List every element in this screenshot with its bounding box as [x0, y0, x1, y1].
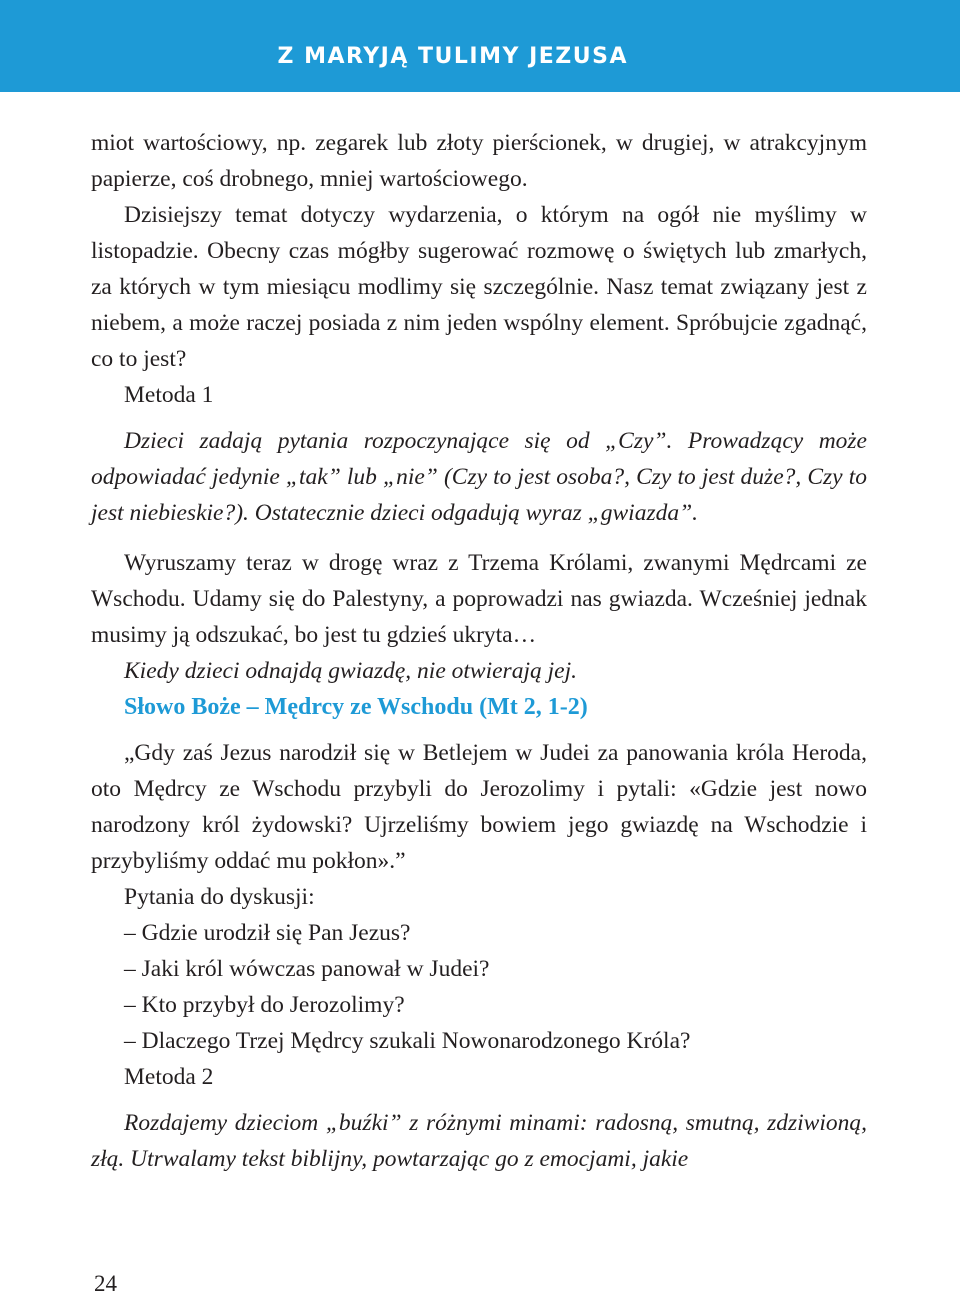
- header-title: Z MARYJĄ TULIMY JEZUSA: [277, 44, 628, 69]
- list-item: – Gdzie urodził się Pan Jezus?: [124, 920, 411, 946]
- questions-list: [91, 915, 867, 1059]
- page-body: [91, 125, 867, 1177]
- paragraph-topic-intro: Dzisiejszy temat dotyczy wydarzenia, o którym na ogół nie myślimy w listopadzie. Obecny czas mógłby sugerować rozmowę o świętych lub zmarłych, za których w tym miesiącu modlimy się szczególnie. Nasz temat związany jest z niebem, a może raczej posiada z nim jeden wspólny element. Spróbujcie zgadnąć, co to jest?: [91, 202, 867, 372]
- method-2-label: Metoda 2: [124, 1064, 214, 1090]
- scripture-quote: „Gdy zaś Jezus narodził się w Betlejem w Judei za panowania króla Heroda, oto Mędrcy ze Wschodu przybyli do Jerozolimy i pytali: «Gdzie jest nowo narodzony król żydowski? Ujrzeliśmy bowiem jego gwiazdę na Wschodzie i przybyliśmy oddać mu pokłon».”: [91, 740, 867, 874]
- section-heading: Słowo Boże – Mędrcy ze Wschodu (Mt 2, 1-2): [124, 694, 588, 720]
- list-item: – Jaki król wówczas panował w Judei?: [124, 956, 490, 982]
- paragraph-continuation: miot wartościowy, np. zegarek lub złoty pierścionek, w drugiej, w atrakcyjnym papierze, coś drobnego, mniej wartościowego.: [91, 130, 867, 192]
- method-1-label: Metoda 1: [124, 382, 214, 408]
- list-item: – Kto przybył do Jerozolimy?: [124, 992, 405, 1018]
- questions-label: Pytania do dyskusji:: [124, 884, 315, 910]
- instruction-note: Kiedy dzieci odnajdą gwiazdę, nie otwierają jej.: [124, 658, 577, 684]
- method-2-text: Rozdajemy dzieciom „buźki” z różnymi minami: radosną, smutną, zdziwioną, złą. Utrwalamy tekst biblijny, powtarzając go z emocjami, jakie: [91, 1110, 867, 1172]
- page-number: 24: [94, 1271, 117, 1296]
- list-item: – Dlaczego Trzej Mędrcy szukali Nowonarodzonego Króla?: [124, 1028, 691, 1054]
- running-header: [0, 0, 960, 92]
- method-1-text: Dzieci zadają pytania rozpoczynające się od „Czy”. Prowadzący może odpowiadać jedynie „tak” lub „nie” (Czy to jest osoba?, Czy to jest duże?, Czy to jest niebieskie?). Ostatecznie dzieci odgadują wyraz „gwiazda”.: [91, 428, 867, 526]
- paragraph-journey: Wyruszamy teraz w drogę wraz z Trzema Królami, zwanymi Mędrcami ze Wschodu. Udamy się do Palestyny, a poprowadzi nas gwiazda. Wcześniej jednak musimy ją odszukać, bo jest tu gdzieś ukryta…: [91, 550, 867, 648]
